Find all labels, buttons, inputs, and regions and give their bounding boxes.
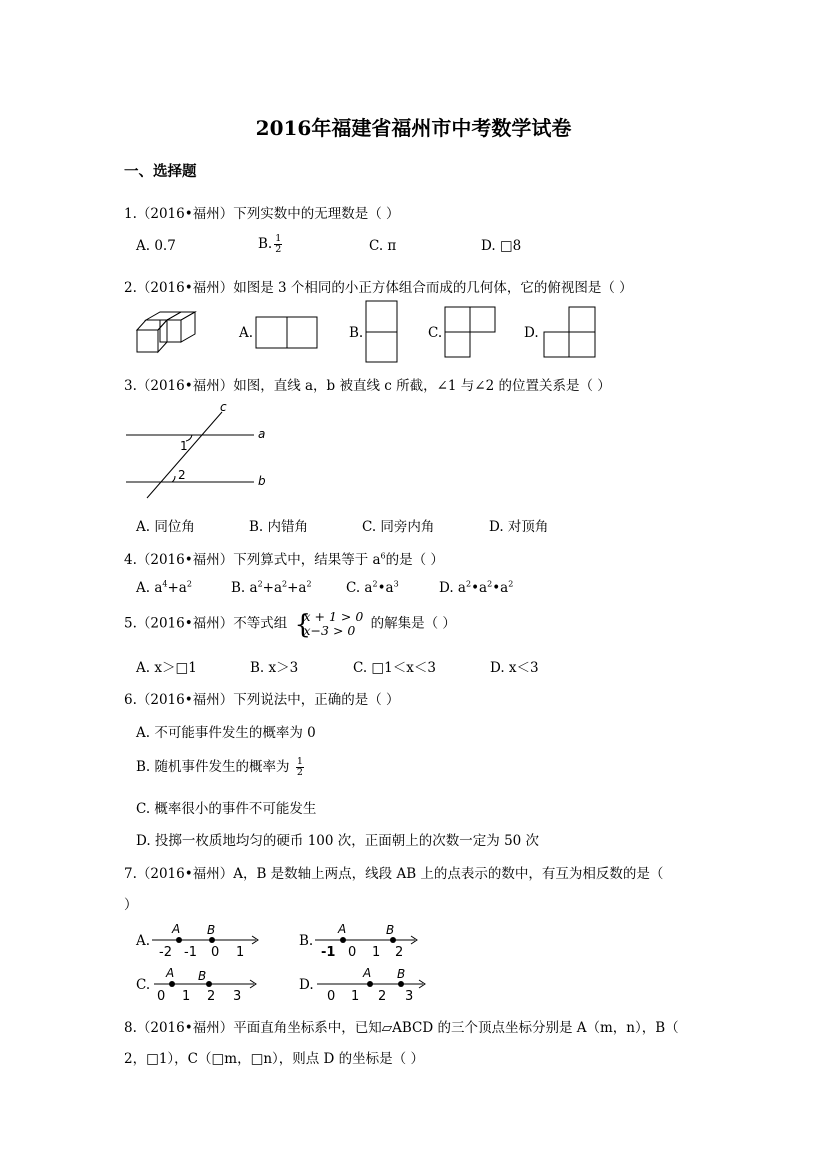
brace-icon: { <box>294 610 312 640</box>
tick-label: 0 <box>348 945 357 960</box>
q5-option-b: B. x＞3 <box>250 660 299 676</box>
q7-option-c-label: C. <box>136 977 151 993</box>
question-3-stem: 3.（2016•福州）如图，直线 a，b 被直线 c 所截，∠1 与∠2 的位置关系是（ ） <box>124 378 611 394</box>
q3-option-a: A. 同位角 <box>136 519 195 535</box>
point-a-label: A <box>363 966 372 980</box>
section-heading: 一、选择题 <box>124 163 197 180</box>
point-b-label: B <box>198 969 207 983</box>
q2-option-b-figure <box>365 300 399 364</box>
number-line-d <box>313 962 433 1006</box>
tick-label: 1 <box>236 945 245 960</box>
q4-option-c: C. $a^2•a^3$ <box>346 579 399 596</box>
tick-label: 3 <box>405 989 414 1004</box>
q2-option-d-label: D. <box>524 325 539 341</box>
fraction: $\frac{1}{2}$ <box>275 233 282 255</box>
tick-label: 0 <box>211 945 220 960</box>
q7-option-a-label: A. <box>136 933 151 949</box>
tick-label: 1 <box>351 989 360 1004</box>
question-2-stem: 2.（2016•福州）如图是 3 个相同的小正方体组合而成的几何体，它的俯视图是（ ） <box>124 280 633 296</box>
cube-solid-figure <box>130 306 200 356</box>
tick-label: 2 <box>395 945 404 960</box>
q6-option-c: C. 概率很小的事件不可能发生 <box>136 801 317 817</box>
q2-option-b-label: B. <box>349 325 364 341</box>
q2-option-c-figure <box>444 306 496 358</box>
q3-option-c: C. 同旁内角 <box>362 519 435 535</box>
q1-option-c: C. π <box>369 238 397 254</box>
q7-option-d-label: D. <box>299 977 314 993</box>
question-5-stem: 5.（2016•福州）不等式组 { x + 1 > 0 x−3 > 0 的解集是（ ） <box>124 609 456 640</box>
q2-option-d-figure <box>543 306 597 358</box>
q1-option-d: D. □8 <box>481 238 522 254</box>
question-4-stem: 4.（2016•福州）下列算式中，结果等于 $a^6$的是（ ） <box>124 551 444 568</box>
point-b-label: B <box>207 923 216 937</box>
angle-1-label: 1 <box>180 439 188 453</box>
q4-option-d: D. $a^2•a^2•a^2$ <box>439 579 514 596</box>
point-a-label: A <box>338 922 347 936</box>
tick-label: -1 <box>321 945 336 960</box>
tick-label: 0 <box>327 989 336 1004</box>
q1-option-a: A. 0.7 <box>136 238 176 254</box>
parallel-lines-figure <box>120 398 280 500</box>
q3-option-b: B. 内错角 <box>249 519 309 535</box>
number-line-b <box>313 918 428 962</box>
q3-option-d: D. 对顶角 <box>489 519 549 535</box>
q4-option-b: B. $a^2+a^2+a^2$ <box>231 579 312 596</box>
q2-option-a-label: A. <box>239 325 254 341</box>
question-6-stem: 6.（2016•福州）下列说法中，正确的是（ ） <box>124 692 400 708</box>
tick-label: 0 <box>157 989 166 1004</box>
point-a-label: A <box>166 966 175 980</box>
question-1-stem: 1.（2016•福州）下列实数中的无理数是（ ） <box>124 206 400 222</box>
tick-label: 1 <box>182 989 191 1004</box>
fraction: $\frac{1}{2}$ <box>296 756 303 778</box>
page-title: 2016年福建省福州市中考数学试卷 <box>255 116 572 140</box>
q5-option-c: C. □1＜x＜3 <box>353 660 436 676</box>
question-8-stem-cont: 2，□1），C（□m，□n），则点 D 的坐标是（ ） <box>124 1051 424 1067</box>
number-line-a <box>150 918 265 962</box>
tick-label: -2 <box>159 945 172 960</box>
q5-option-d: D. x＜3 <box>490 660 539 676</box>
q4-option-a: A. $a^4+a^2$ <box>136 579 192 596</box>
q1-option-b: B. $\frac{1}{2}$ <box>258 233 282 255</box>
q6-option-d: D. 投掷一枚质地均匀的硬币 100 次，正面朝上的次数一定为 50 次 <box>136 833 540 849</box>
point-b-label: B <box>397 967 406 981</box>
tick-label: 2 <box>207 989 216 1004</box>
number-line-c <box>150 962 265 1006</box>
tick-label: 2 <box>378 989 387 1004</box>
question-8-stem: 8.（2016•福州）平面直角坐标系中，已知▱ABCD 的三个顶点坐标分别是 A（m，n），B（ <box>124 1020 679 1036</box>
q2-option-a-figure <box>255 316 319 350</box>
tick-label: 1 <box>372 945 381 960</box>
point-a-label: A <box>172 922 181 936</box>
question-7-stem-cont: ） <box>124 897 138 913</box>
q5-option-a: A. x＞□1 <box>136 660 197 676</box>
tick-label: -1 <box>184 945 197 960</box>
line-c-label: c <box>220 400 227 414</box>
q6-option-a: A. 不可能事件发生的概率为 0 <box>136 725 316 741</box>
line-b-label: b <box>258 474 266 488</box>
angle-2-label: 2 <box>178 468 186 482</box>
q7-option-b-label: B. <box>299 933 314 949</box>
point-b-label: B <box>386 923 395 937</box>
q6-option-b: B. 随机事件发生的概率为 $\frac{1}{2}$ <box>136 756 303 778</box>
question-7-stem: 7.（2016•福州）A，B 是数轴上两点，线段 AB 上的点表示的数中，有互为相反数的是（ <box>124 866 664 882</box>
line-a-label: a <box>258 427 266 441</box>
inequality-system: { x + 1 > 0 x−3 > 0 <box>294 609 364 640</box>
tick-label: 3 <box>233 989 242 1004</box>
q2-option-c-label: C. <box>428 325 443 341</box>
